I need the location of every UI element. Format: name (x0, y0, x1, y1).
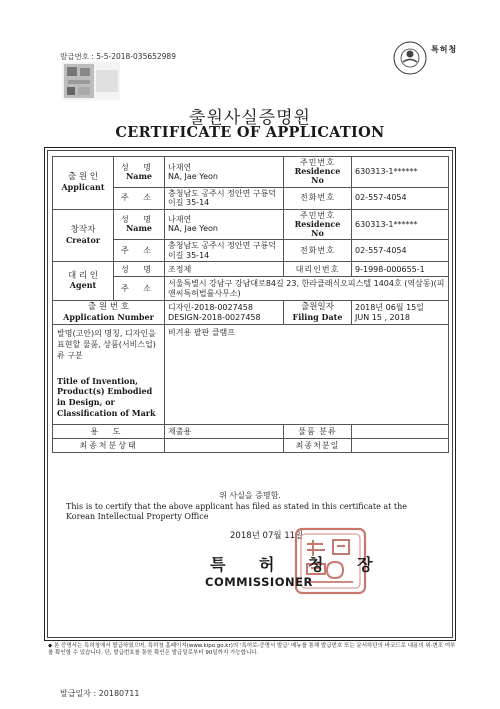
agent-row-1 (53, 262, 449, 277)
agent-label-en: Agent (69, 280, 97, 291)
applicant-phone: 02-557-4054 (352, 187, 449, 209)
creator-name-en: NA, Jae Yeon (168, 224, 218, 234)
creator-residence-label-en: Residence No (294, 218, 341, 238)
certificate-table (52, 156, 449, 453)
applicant-residence-label-en: Residence No (294, 166, 341, 186)
applicant-name-label-ko: 성 명 (121, 162, 157, 172)
applicant-residence-label-ko: 주민번호 (300, 158, 335, 167)
applicant-name-label-en: Name (125, 170, 153, 181)
application-row (53, 301, 449, 325)
applicant-label (53, 157, 114, 210)
creator-label-en: Creator (65, 234, 101, 245)
creator-phone: 02-557-4054 (352, 240, 449, 262)
creator-name-label-en: Name (125, 223, 153, 234)
application-number-label (53, 301, 165, 325)
creator-phone-label (284, 240, 352, 262)
agent-label (53, 262, 114, 301)
filing-date-label-en: Filing Date (292, 311, 343, 322)
application-number-en: DESIGN-2018-0027458 (168, 312, 261, 322)
final-date-label (284, 439, 352, 453)
creator-label (53, 209, 114, 262)
agent-address: 서울특별시 강남구 강남대로84길 23, 한라클래식오피스텔 1404호 (역삼동)(피앤씨특허법률사무소) (165, 277, 449, 301)
applicant-label-en: Applicant (61, 182, 105, 193)
application-number-label-en: Application Number (63, 311, 154, 322)
applicant-name-ko: 나재연 (168, 162, 192, 172)
applicant-phone-label-text: 전화번호 (300, 193, 335, 203)
filing-date-ko: 2018년 06월 15일 (355, 303, 424, 313)
creator-label-ko: 창작자 (70, 224, 96, 235)
filing-date-label (284, 301, 352, 325)
application-number (165, 301, 284, 325)
footnote: ◆ 본 증명서는 특허청에서 발급하였으며, 특허청 홈페이지(www.kipo.go.kr)의 '특허로-증명서 발급' 메뉴를 통해 발급번호 또는 문서하단의 바코드로 내용의 위·변조 여부를 확인할 수 있습니다. 단, 발급번호를 통한 확인은 발급일로부터 90일까지 가능합니다. (48, 643, 456, 657)
application-number-label-ko: 출 원 번 호 (88, 302, 129, 313)
applicant-name (165, 157, 284, 188)
issue-number: 발급번호 : 5-5-2018-035652989 (60, 52, 176, 61)
final-status-label-text: 최종처분상태 (79, 441, 138, 451)
agent-label-ko: 대 리 인 (67, 270, 99, 281)
application-number-ko: 디자인-2018-0027458 (168, 303, 253, 313)
invention-label-ko: 발명(고안)의 명칭, 디자인을 표현할 물품, 상품(서비스업)류 구분 (57, 329, 156, 360)
invention-label-en: Title of Invention, Product(s) Embodied in Design, or Classification of Mark (57, 375, 156, 418)
filing-date (352, 301, 449, 325)
agent-address-label (114, 277, 165, 301)
commissioner-korean: 특 허 청 장 (210, 555, 387, 574)
final-status-label (53, 439, 165, 453)
creator-name-label (114, 209, 165, 240)
usage-row (53, 425, 449, 439)
kipo-name: 특허청 (431, 45, 458, 54)
kipo-logo-icon (392, 40, 428, 76)
creator-address: 충청남도 공주시 정안면 구룡덕이길 35-14 (165, 240, 284, 262)
agent-no-label (284, 262, 352, 277)
final-status-value (165, 439, 284, 453)
certify-korean: 위 사실을 증명함. (219, 491, 281, 500)
filing-date-en: JUN 15 , 2018 (355, 312, 410, 322)
usage-label (53, 425, 165, 439)
certify-english: This is to certify that the above applicant has filed as stated in this certificate at the Korean Intellectual Property Office (66, 502, 407, 522)
classification-value (352, 425, 449, 439)
applicant-residence-no: 630313-1****** (352, 157, 449, 188)
creator-residence-no: 630313-1****** (352, 209, 449, 240)
invention-row (53, 325, 449, 425)
applicant-name-en: NA, Jae Yeon (168, 171, 218, 181)
creator-address-label (114, 240, 165, 262)
agent-no: 9-1998-000655-1 (352, 262, 449, 277)
creator-name-label-ko: 성 명 (121, 215, 157, 225)
title-korean: 출원사실증명원 (189, 108, 311, 128)
classification-label (284, 425, 352, 439)
final-row (53, 439, 449, 453)
creator-name (165, 209, 284, 240)
creator-row-1 (53, 209, 449, 240)
commissioner-english: COMMISSIONER (205, 575, 313, 589)
creator-name-ko: 나재연 (168, 215, 192, 225)
final-date-label-text: 최종처분일 (295, 441, 340, 451)
applicant-residence-label (284, 157, 352, 188)
creator-residence-label-ko: 주민번호 (300, 210, 335, 220)
invention-label (53, 325, 165, 425)
applicant-phone-label (284, 187, 352, 209)
filing-date-label-ko: 출원일자 (301, 302, 334, 313)
creator-residence-label (284, 209, 352, 240)
agent-address-label-text: 주 소 (121, 284, 157, 294)
applicant-label-ko: 출 원 인 (67, 172, 99, 183)
invention-title: 비겨용 팔판 클램프 (165, 325, 449, 425)
agent-name: 조정제 (165, 262, 284, 277)
creator-address-label-text: 주 소 (121, 246, 157, 256)
title-english: CERTIFICATE OF APPLICATION (115, 124, 385, 141)
usage-label-text: 용 도 (90, 427, 127, 437)
certificate-date: 2018년 07월 11일 (230, 531, 304, 541)
agent-no-label-text: 대리인번호 (295, 264, 340, 274)
applicant-row-1 (53, 157, 449, 188)
usage-value: 제출용 (165, 425, 284, 439)
applicant-name-label (114, 157, 165, 188)
qr-code-icon (62, 62, 120, 100)
classification-label-text: 물품 분류 (298, 427, 337, 437)
applicant-address: 충청남도 공주시 정안면 구룡덕이길 35-14 (165, 187, 284, 209)
final-date-value (352, 439, 449, 453)
issue-date: 발급일자 : 20180711 (60, 689, 140, 698)
applicant-address-label-text: 주 소 (121, 193, 157, 203)
agent-name-label (114, 262, 165, 277)
creator-phone-label-text: 전화번호 (300, 246, 335, 256)
applicant-address-label (114, 187, 165, 209)
agent-name-label-text: 성 명 (121, 264, 157, 274)
